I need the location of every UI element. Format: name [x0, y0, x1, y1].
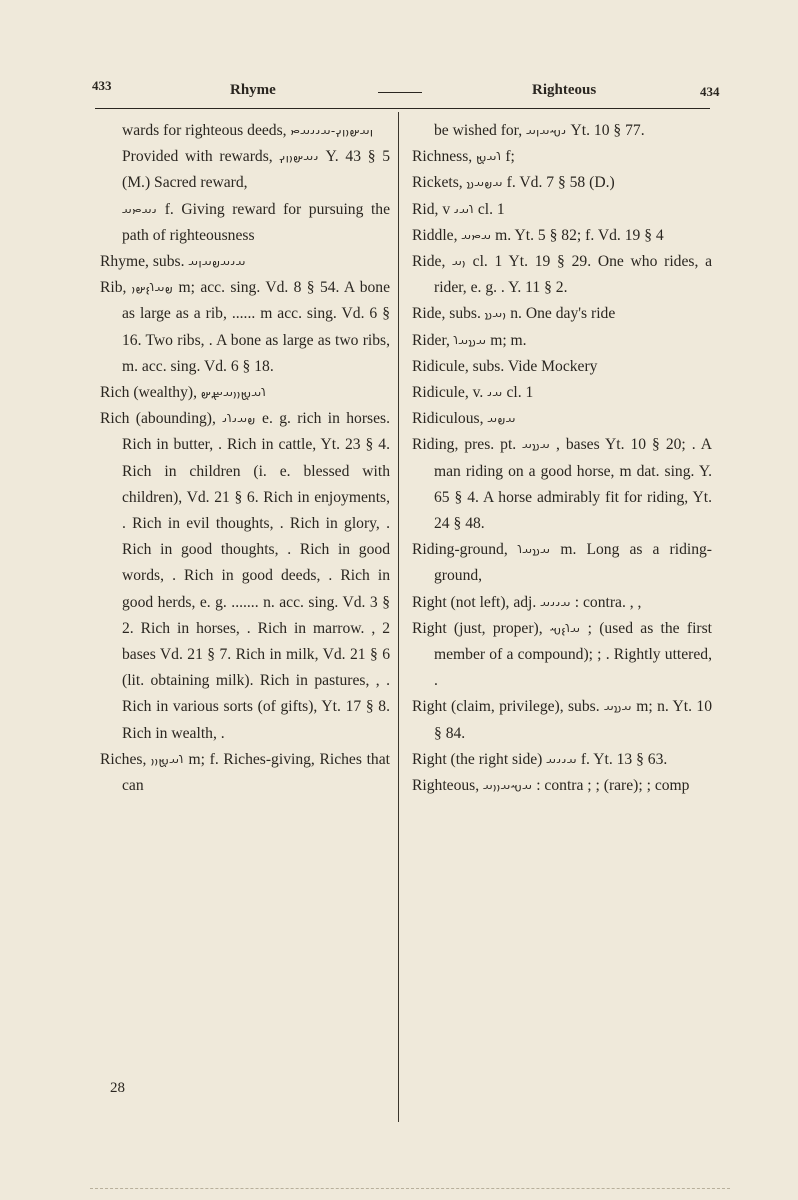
avestan-script: 𐬀𐬙𐬀 [461, 228, 492, 243]
entry-tail: f. Yt. 13 § 63. [576, 750, 668, 768]
entry-text: Riding-ground, [412, 541, 518, 559]
dictionary-entry [100, 406, 390, 747]
dictionary-entry [100, 275, 390, 380]
left-running-head: Rhyme [230, 82, 276, 98]
entry-text: Right (the right side) [412, 750, 547, 768]
entry-text: Richness, [412, 148, 477, 166]
entry-text: be wished for, [434, 122, 527, 139]
avestan-script: 𐬥𐬀𐬵𐬎𐬥𐬍-𐬀𐬌𐬌𐬀𐬙 [290, 124, 374, 138]
dictionary-entry [412, 118, 712, 144]
dictionary-entry [100, 249, 390, 275]
dictionary-entry [100, 118, 390, 144]
entry-tail: , bases Yt. 10 § 20; . A man riding on a good horse, m dat. sing. Y. 65 § 4. A horse admirably fit for riding, Yt. 24 § 48. [434, 436, 712, 533]
dictionary-entry [100, 747, 390, 799]
dictionary-entry [412, 380, 712, 406]
entry-text: Ridiculous, [412, 410, 488, 428]
entry-tail: f. Vd. 7 § 58 (D.) [502, 174, 615, 192]
avestan-script: 𐬀𐬌 [487, 386, 503, 401]
avestan-script: 𐬞𐬀𐬌𐬭𐬌 [222, 412, 256, 427]
entry-text: Rich (wealthy), [100, 384, 201, 402]
right-column [412, 118, 712, 799]
entry-tail: m; f. Riches-giving, Riches that can [122, 750, 390, 795]
right-running-head: Righteous [532, 82, 597, 98]
bottom-edge [90, 1188, 730, 1189]
entry-text: Righteous, [412, 777, 484, 795]
avestan-script: 𐬭𐬀𐬉𐬎𐬎𐬀𐬧𐬵 [200, 386, 267, 401]
entry-text: Rid, v [412, 200, 455, 218]
entry-tail: : contra ; ; (rare); ; comp [532, 777, 690, 795]
avestan-script: 𐬀𐬞𐬀𐬯 [466, 176, 503, 191]
dictionary-entry [412, 354, 712, 380]
dictionary-entry [100, 144, 390, 196]
entry-text: Right (claim, privilege), subs. [412, 698, 604, 716]
entry-tail: : contra. , , [570, 593, 642, 611]
dictionary-entry [412, 616, 712, 695]
avestan-script: 𐬀𐬞𐬀 [487, 412, 516, 427]
signature-number: 28 [110, 1080, 125, 1096]
entry-tail: ; (used as the first member of a compound); ; . Rightly uttered, . [434, 619, 712, 690]
dictionary-entry [100, 197, 390, 249]
avestan-script: 𐬭𐬀𐬉𐬎𐬎 [151, 752, 184, 767]
entry-tail: m; n. Yt. 10 § 84. [434, 698, 712, 742]
dictionary-entry [412, 432, 712, 537]
entry-text: Rider, [412, 331, 454, 349]
avestan-script: 𐬀𐬯𐬀 [522, 438, 551, 453]
entry-text: wards for righteous deeds, [122, 122, 291, 139]
column-divider [398, 112, 399, 1122]
entry-text: Rickets, [412, 174, 467, 192]
entry-text: Ride, [412, 253, 453, 271]
avestan-script: 𐬞𐬀𐬭𐬆𐬵𐬎 [131, 281, 174, 296]
avestan-script: 𐬎𐬀𐬯 [484, 307, 507, 322]
header-dash [378, 92, 422, 93]
header-rule [95, 108, 710, 109]
dictionary-entry [412, 406, 712, 432]
avestan-script: 𐬌𐬱𐬀𐬥𐬀 [526, 124, 567, 138]
avestan-script: 𐬀𐬯𐬀 [603, 700, 632, 715]
entry-tail: n. One day's ride [506, 305, 616, 323]
entry-tail: m; acc. sing. Vd. 8 § 54. A bone as large as a rib, ...... m acc. sing. Vd. 6 § 16. Two ribs, . A bone as large as two ribs, m. acc. sing. Vd. 6 § 18. [122, 279, 391, 375]
avestan-script: 𐬀𐬌𐬀𐬞𐬀𐬥𐬀 [188, 255, 246, 270]
entry-text: Provided with rewards, [122, 148, 280, 166]
entry-text: Rhyme, subs. [100, 253, 189, 271]
avestan-script: 𐬌𐬀𐬵𐬎𐬥𐬍 [279, 150, 319, 165]
entry-text: Ridicule, v. [412, 384, 488, 402]
dictionary-entry [412, 144, 712, 170]
entry-text: Right (not left), adj. [412, 593, 541, 611]
entry-text: Ridicule, subs. Vide Mockery [412, 357, 598, 375]
left-page-number: 433 [92, 78, 112, 93]
avestan-script: 𐬭𐬀𐬉 [476, 150, 502, 165]
entry-text: Right (just, proper), [412, 619, 550, 637]
dictionary-entry [412, 301, 712, 327]
entry-tail: f. Giving reward for pursuing the path of righteousness [122, 200, 390, 244]
avestan-script: 𐬌𐬀𐬙𐬀 [122, 202, 158, 217]
entry-tail: e. g. rich in horses. Rich in butter, . Rich in cattle, Yt. 23 § 4. Rich in children (i. e. blessed with children), Vd. 21 § 6. Rich in enjoyments, . Rich in evil thoughts, . Rich in glory, . Rich in good thoughts, . Rich in good words, . Rich in good deeds, . Rich in good herds, e. g. ....... n. acc. sing. Vd. 3 § 2. Rich in horses, . Rich in marrow. , 2 bases Vd. 21 § 7. Rich in milk, Vd. 21 § 6 (lit. obtaining milk). Rich in pastures, , . Rich in various sorts (of gifts), Yt. 17 § 8. Rich in wealth, . [122, 410, 390, 742]
entry-text: Riddle, [412, 226, 462, 244]
entry-tail: cl. 1 Yt. 19 § 29. One who rides, a rider, e. g. . Y. 11 § 2. [434, 253, 712, 297]
dictionary-entry [412, 773, 712, 799]
dictionary-entry [412, 197, 712, 223]
avestan-script: 𐬀𐬌𐬌𐬀 [540, 595, 571, 610]
dictionary-entry [412, 170, 712, 196]
entry-text: Riches, [100, 750, 152, 768]
avestan-script: 𐬎𐬀 [452, 255, 466, 270]
entry-tail: m. Long as a riding-ground, [434, 541, 712, 585]
entry-tail: cl. 1 [473, 200, 505, 218]
entry-text: Rich (abounding), [100, 410, 223, 428]
entry-tail: Yt. 10 § 77. [566, 122, 645, 139]
avestan-script: 𐬀𐬌𐬌𐬀 [546, 752, 577, 767]
entry-tail: m; m. [486, 331, 527, 349]
entry-text: Rib, [100, 279, 132, 297]
avestan-script: 𐬭𐬀𐬌 [454, 202, 474, 217]
left-column [100, 118, 390, 799]
entry-text: Ride, subs. [412, 305, 485, 323]
dictionary-entry [412, 537, 712, 589]
avestan-script: 𐬀𐬱𐬀𐬎𐬎𐬀 [483, 779, 533, 794]
dictionary-entry [412, 223, 712, 249]
entry-tail: Y. 43 § 5 (M.) Sacred reward, [122, 148, 390, 192]
entry-text: Riding, pres. pt. [412, 436, 523, 454]
right-page-number: 434 [700, 84, 720, 99]
avestan-script: 𐬀𐬭𐬆𐬱 [549, 621, 581, 636]
entry-tail: f; [501, 148, 515, 166]
dictionary-entry [412, 328, 712, 354]
dictionary-entry [100, 380, 390, 406]
avestan-script: 𐬀𐬯𐬀𐬭 [517, 543, 551, 558]
entry-tail: m. Yt. 5 § 82; f. Vd. 19 § 4 [491, 226, 664, 244]
dictionary-entry [412, 249, 712, 301]
dictionary-entry [412, 590, 712, 616]
dictionary-entry [412, 694, 712, 746]
entry-tail: cl. 1 [502, 384, 534, 402]
avestan-script: 𐬀𐬯𐬀𐬭 [453, 333, 487, 348]
dictionary-entry [412, 747, 712, 773]
